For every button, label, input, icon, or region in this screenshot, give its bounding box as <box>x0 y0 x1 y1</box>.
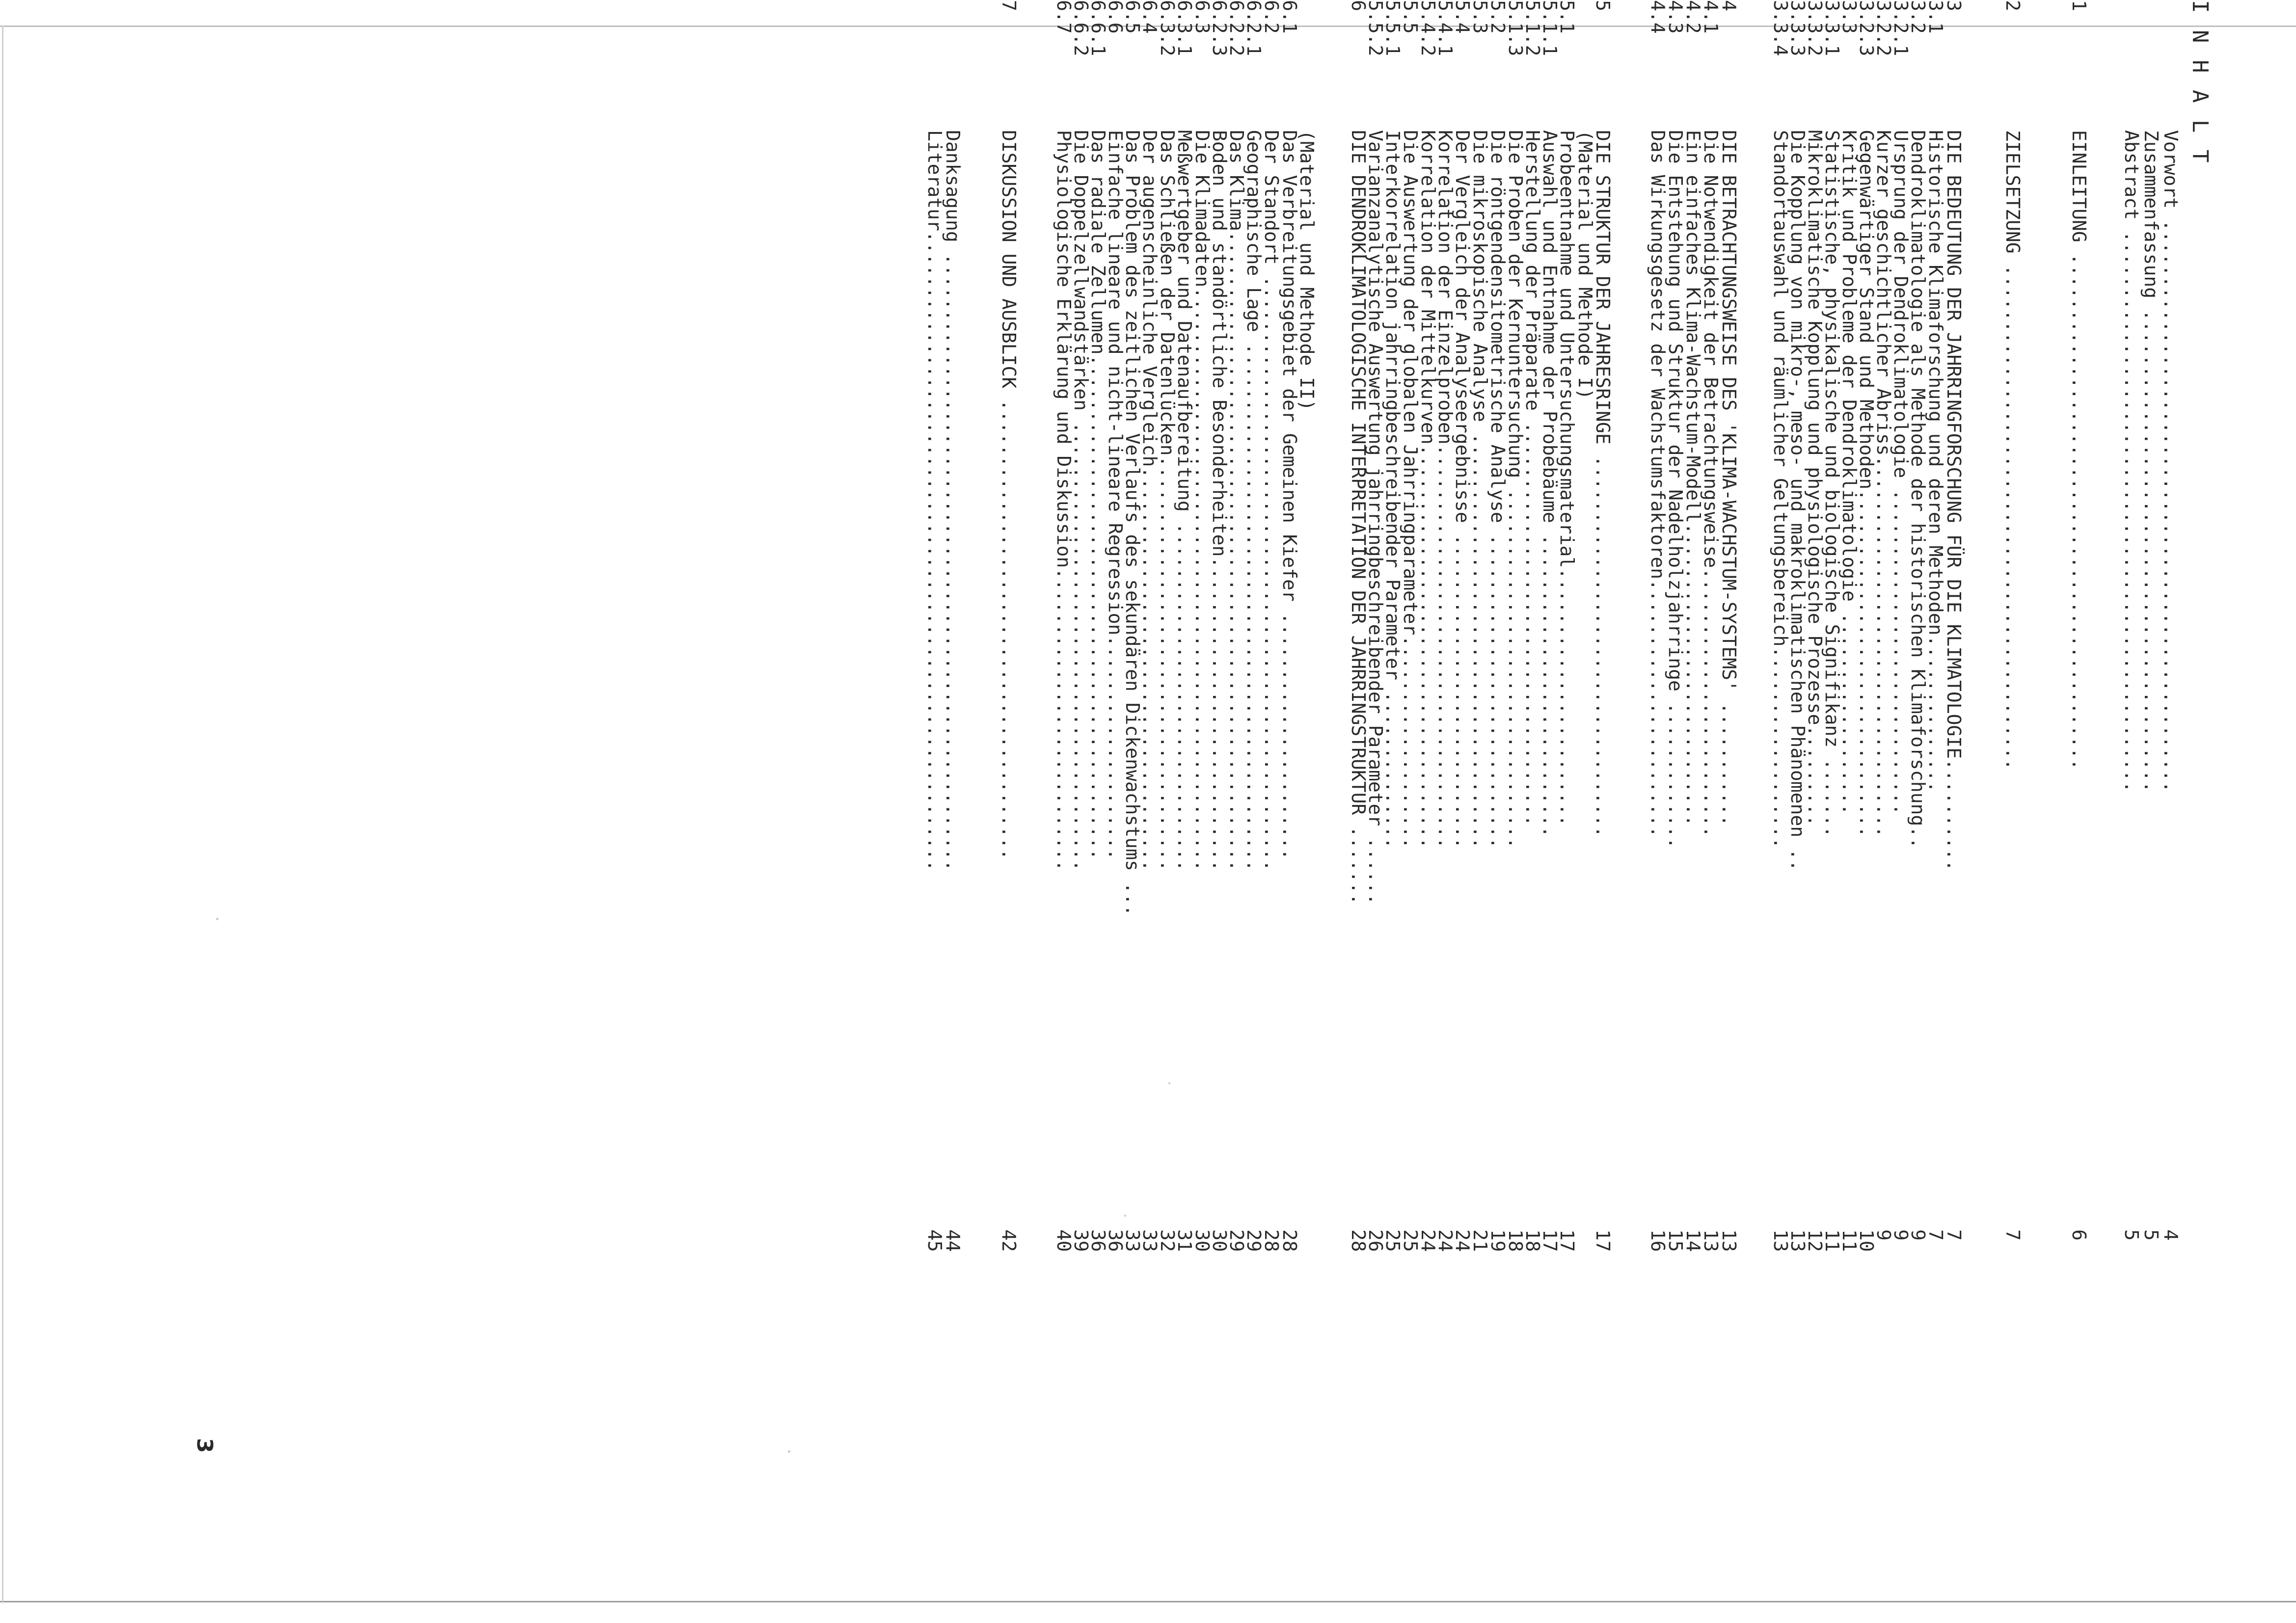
toc-entry-title: DIE STRUKTUR DER JAHRESRINGE .................................. <box>1592 130 1614 838</box>
toc-entry-title: Der Standort ..................................................... <box>1261 130 1282 871</box>
toc-entry-title: Kritik und Probleme der Dendroklimatologie .................. <box>1838 130 1860 815</box>
toc-entry-page: 28 <box>1261 1229 1282 1252</box>
toc-entry-title: Geographische Lage ............................................... <box>1243 130 1265 871</box>
toc-entry-page: 17 <box>1556 1229 1578 1252</box>
toc-entry-number: 6.5 <box>1122 0 1143 34</box>
toc-entry-page: 29 <box>1243 1229 1265 1252</box>
toc-entry-page: 7 <box>1925 1229 1946 1241</box>
toc-entry-page: 44 <box>942 1229 964 1252</box>
toc-entry-title: Korrelation der Mittelkurven.................................... <box>1417 130 1439 849</box>
toc-entry-number: 6.6.1 <box>1087 0 1109 56</box>
toc-entry-number: 5.5.1 <box>1382 0 1404 56</box>
toc-entry-page: 21 <box>1469 1229 1491 1252</box>
toc-entry-number: 5.4.1 <box>1434 0 1456 56</box>
toc-entry-number: 6.2.1 <box>1243 0 1265 56</box>
toc-entry-number: 3.3.2 <box>1804 0 1826 56</box>
toc-entry-page: 15 <box>1665 1229 1686 1252</box>
toc-entry-number: 3.3.1 <box>1821 0 1843 56</box>
toc-entry-title: Varianzanalytische Auswertung jahrringbeschreibender Parameter ...... <box>1365 130 1386 905</box>
toc-entry-number: 6.6 <box>1105 0 1126 34</box>
toc-entry-page: 26 <box>1365 1229 1386 1252</box>
toc-entry-number: 3.3.4 <box>1770 0 1791 56</box>
toc-entry-page: 9 <box>1907 1229 1929 1241</box>
toc-entry-number: 3.3.3 <box>1787 0 1809 56</box>
toc-entry-page: 17 <box>1539 1229 1561 1252</box>
toc-entry-number: 4.3 <box>1665 0 1686 34</box>
toc-entry-title: DIE DENDROKLIMATOLOGISCHE INTERPRETATION DER JAHRRINGSTRUKTUR ....... <box>1348 130 1369 905</box>
toc-entry-page: 19 <box>1487 1229 1509 1252</box>
toc-entry-number: 3.2.1 <box>1890 0 1912 56</box>
toc-entry-number: 6.2.3 <box>1209 0 1230 56</box>
toc-entry-page: 4 <box>2160 1229 2182 1241</box>
toc-entry-page: 13 <box>1787 1229 1809 1252</box>
toc-entry-title: Die röntgendensitometrische Analyse ............................ <box>1487 130 1509 849</box>
toc-entry-number: 6.6.2 <box>1070 0 1092 56</box>
toc-entry-title: Der augenscheinliche Vergleich.................................... <box>1139 130 1161 871</box>
toc-entry-title: Physiologische Erklärung und Diskussion........................... <box>1053 130 1075 871</box>
toc-entry-title: Historische Klimaforschung und deren Methoden.............. <box>1925 130 1946 793</box>
toc-entry-number: 2 <box>2002 0 2024 11</box>
toc-entry-number: 6.3.1 <box>1174 0 1195 56</box>
toc-entry-number: 5.4.2 <box>1417 0 1439 56</box>
toc-entry-number: 3.3 <box>1838 0 1860 34</box>
toc-entry-page: 30 <box>1209 1229 1230 1252</box>
toc-entry-title: Das Schließen der Datenlücken..................................... <box>1157 130 1178 871</box>
toc-entry-page: 25 <box>1382 1229 1404 1252</box>
toc-entry-title: Herstellung der Präparate .................................... <box>1522 130 1543 826</box>
toc-entry-title: Zusammenfassung ........................................... <box>2140 130 2162 793</box>
toc-entry-title: DIE BETRACHTUNGSWEISE DES 'KLIMA-WACHSTUM-SYSTEMS' ........... <box>1718 130 1740 826</box>
toc-entry-page: 11 <box>1821 1229 1843 1252</box>
toc-entry-number: 4.1 <box>1700 0 1722 34</box>
toc-entry-title: Das Verbreitungsgebiet der Gemeinen Kiefer ...................... <box>1279 130 1300 860</box>
toc-entry-title: Mikroklimatische Kopplung und physiologische Prozesse......... <box>1804 130 1826 826</box>
toc-entry-page: 5 <box>2140 1229 2162 1241</box>
toc-entry-page: 42 <box>998 1229 1020 1252</box>
toc-entry-page: 24 <box>1452 1229 1473 1252</box>
toc-entry-number: 6.2 <box>1261 0 1282 34</box>
toc-entry-title: Ein einfaches Klima-Wachstum-Modell........................... <box>1682 130 1704 826</box>
toc-entry-page: 17 <box>1592 1229 1614 1252</box>
toc-entry-title: Einfache lineare und nicht-lineare Regression.................... <box>1105 130 1126 860</box>
toc-entry-title: Danksagung ....................................................... <box>942 130 964 871</box>
toc-entry-title: Die Doppelzellwandstärken ........................................ <box>1070 130 1092 871</box>
toc-entry-page: 36 <box>1087 1229 1109 1252</box>
toc-entry-page: 13 <box>1770 1229 1791 1252</box>
toc-entry-number: 5 <box>1592 0 1614 11</box>
toc-entry-title: Boden und standörtliche Besonderheiten............................ <box>1209 130 1230 871</box>
toc-entry-number: 6.4 <box>1139 0 1161 34</box>
toc-entry-page: 18 <box>1505 1229 1526 1252</box>
toc-entry-page: 33 <box>1139 1229 1161 1252</box>
toc-entry-page: 14 <box>1682 1229 1704 1252</box>
toc-entry-number: 4.4 <box>1647 0 1669 34</box>
toc-entry-title: Die Kopplung von mikro-, meso- und makroklimatischen Phänomenen .. <box>1787 130 1809 871</box>
toc-entry-number: 5.1.1 <box>1539 0 1561 56</box>
toc-entry-page: 32 <box>1157 1229 1178 1252</box>
toc-entry-number: 5.2 <box>1487 0 1509 34</box>
toc-entry-number: 5.5 <box>1400 0 1421 34</box>
toc-entry-page: 18 <box>1522 1229 1543 1252</box>
toc-entry-title: Abstract .................................................. <box>2121 130 2142 793</box>
toc-entry-page: 11 <box>1838 1229 1860 1252</box>
toc-entry-number: 5.5.2 <box>1365 0 1386 56</box>
toc-entry-page: 12 <box>1804 1229 1826 1252</box>
toc-entry-page: 13 <box>1718 1229 1740 1252</box>
toc-entry-page: 30 <box>1191 1229 1213 1252</box>
toc-entry <box>1643 0 1673 1521</box>
toc-entry-number: 3.2 <box>1907 0 1929 34</box>
toc-entry-title: Die Proben der Kernuntersuchung ................................ <box>1505 130 1526 849</box>
toc-entry-title: Das Wirkungsgesetz der Wachstumsfaktoren....................... <box>1647 130 1669 838</box>
toc-entry-page: 24 <box>1417 1229 1439 1252</box>
toc-entry-page: 31 <box>1174 1229 1195 1252</box>
toc-entry-page: 29 <box>1226 1229 1247 1252</box>
toc-entry <box>1998 0 2027 1521</box>
toc-entry-page: 28 <box>1279 1229 1300 1252</box>
toc-entry-number: 6 <box>1348 0 1369 11</box>
toc-entry <box>2064 0 2094 1521</box>
toc-entry-page: 39 <box>1070 1229 1092 1252</box>
toc-entry-title: DISKUSSION UND AUSBLICK ......................................... <box>998 130 1020 860</box>
toc-entry <box>920 0 949 1521</box>
toc-entry <box>1344 0 1373 1521</box>
toc-entry-number: 5.1 <box>1556 0 1578 34</box>
toc-entry-page: 9 <box>1890 1229 1912 1241</box>
toc-entry-title: Standortauswahl und räumlicher Geltungsbereich.................. <box>1770 130 1791 849</box>
toc-entry-number: 6.7 <box>1053 0 1075 34</box>
toc-entry-title: Dendroklimatologie als Methode der historischen Klimaforschung.. <box>1907 130 1929 849</box>
toc-entry-title: Das Klima......................................................... <box>1226 130 1247 871</box>
toc-entry-page: 9 <box>1873 1229 1894 1241</box>
toc-entry-page: 5 <box>2121 1229 2142 1241</box>
toc-entry-title: Die Klimadaten.................................................... <box>1191 130 1213 871</box>
toc-entry-number: 4.2 <box>1682 0 1704 34</box>
toc-entry-title: EINLEITUNG .............................................. <box>2068 130 2090 771</box>
toc-entry-number: 5.1.3 <box>1505 0 1526 56</box>
toc-entry-title: Die mikroskopische Analyse ..................................... <box>1469 130 1491 849</box>
toc-entry-title: Literatur......................................................... <box>924 130 945 871</box>
toc-entry-page: 6 <box>2068 1229 2090 1241</box>
toc-entry-title: Das Problem des zeitlichen Verlaufs des sekundären Dickenwachstums ... <box>1122 130 1143 916</box>
toc-entry-page: 24 <box>1434 1229 1456 1252</box>
toc-entry-page: 10 <box>1856 1229 1877 1252</box>
page-number: 3 <box>192 1438 217 1453</box>
toc-entry-page: 25 <box>1400 1229 1421 1252</box>
toc-entry-number: 5.4 <box>1452 0 1473 34</box>
toc-entry-number: 7 <box>998 0 1020 11</box>
toc-entry-page: 45 <box>924 1229 945 1252</box>
toc-entry <box>994 0 1024 1521</box>
toc-entry-title: Ursprung der Dendroklimatologie ............................. <box>1890 130 1912 815</box>
toc-entry-page: 36 <box>1105 1229 1126 1252</box>
toc-entry-number: 3 <box>1943 0 1965 11</box>
toc-entry <box>2117 0 2146 1521</box>
toc-entry-title: Probeentnahme und Untersuchungsmaterial....................... <box>1556 130 1578 826</box>
toc-entry-title: Der Vergleich der Analyseergebnisse ............................ <box>1452 130 1473 849</box>
toc-entry-title: ZIELSETZUNG ............................................. <box>2002 130 2024 771</box>
toc-entry-title: (Material und Methode I) <box>1574 130 1596 400</box>
toc-entry-number: 6.3 <box>1191 0 1213 34</box>
toc-entry-number: 6.1 <box>1279 0 1300 34</box>
toc-entry-title: Gegenwärtiger Stand und Methoden............................... <box>1856 130 1877 838</box>
toc-entry-page: 16 <box>1647 1229 1669 1252</box>
toc-entry <box>1766 0 1795 1521</box>
toc-entry-title: Die Entstehung und Struktur der Nadelholzjahrringe ............. <box>1665 130 1686 849</box>
toc-entry-title: Das radiale Zellumen............................................. <box>1087 130 1109 860</box>
toc-entry-title: DIE BEDEUTUNG DER JAHRRINGFORSCHUNG FÜR DIE KLIMATOLOGIE.......... <box>1943 130 1965 871</box>
toc-entry-page: 33 <box>1122 1229 1143 1252</box>
toc-entry-title: Meßwertgeber und Datenaufbereitung ............................... <box>1174 130 1195 871</box>
toc-entry-page: 7 <box>1943 1229 1965 1241</box>
toc-entry-title: Die Notwendigkeit der Betrachtungsweise........................ <box>1700 130 1722 838</box>
toc-entry <box>1049 0 1079 1521</box>
toc-entry-page: 28 <box>1348 1229 1369 1252</box>
toc-entry-title: (Material und Methode II) <box>1296 130 1318 411</box>
toc-entry-page: 40 <box>1053 1229 1075 1252</box>
toc-entry-number: 5.3 <box>1469 0 1491 34</box>
contents-heading: I N H A L T <box>2188 0 2213 165</box>
toc-entry-number: 3.2.2 <box>1873 0 1894 56</box>
toc-entry-number: 6.3.2 <box>1157 0 1178 56</box>
toc-entry-title: Die Auswertung der globalen Jahrringparameter................... <box>1400 130 1421 849</box>
toc-entry-page: 13 <box>1700 1229 1722 1252</box>
toc-entry-number: 6.2.2 <box>1226 0 1247 56</box>
toc-entry-title: Auswahl und Entnahme der Probebäume ........................... <box>1539 130 1561 838</box>
toc-entry-number: 4 <box>1718 0 1740 11</box>
toc-entry-number: 3.2.3 <box>1856 0 1877 56</box>
toc-entry-page: 7 <box>2002 1229 2024 1241</box>
toc-entry-title: Korrelation der Einzelproben.................................... <box>1434 130 1456 849</box>
toc-entry-number: 3.1 <box>1925 0 1946 34</box>
toc-entry-title: Kurzer geschichtlicher Abriss.................................. <box>1873 130 1894 838</box>
toc-entry-title: Interkorrelation jahrringbeschreibender Parameter .............. <box>1382 130 1404 849</box>
toc-entry-title: Statistische, physikalische und biologische Signifikanz ....... <box>1821 130 1843 838</box>
toc-entry-title: Vorwort ................................................... <box>2160 130 2182 793</box>
toc-entry-number: 5.1.2 <box>1522 0 1543 56</box>
toc-entry-number: 1 <box>2068 0 2090 11</box>
